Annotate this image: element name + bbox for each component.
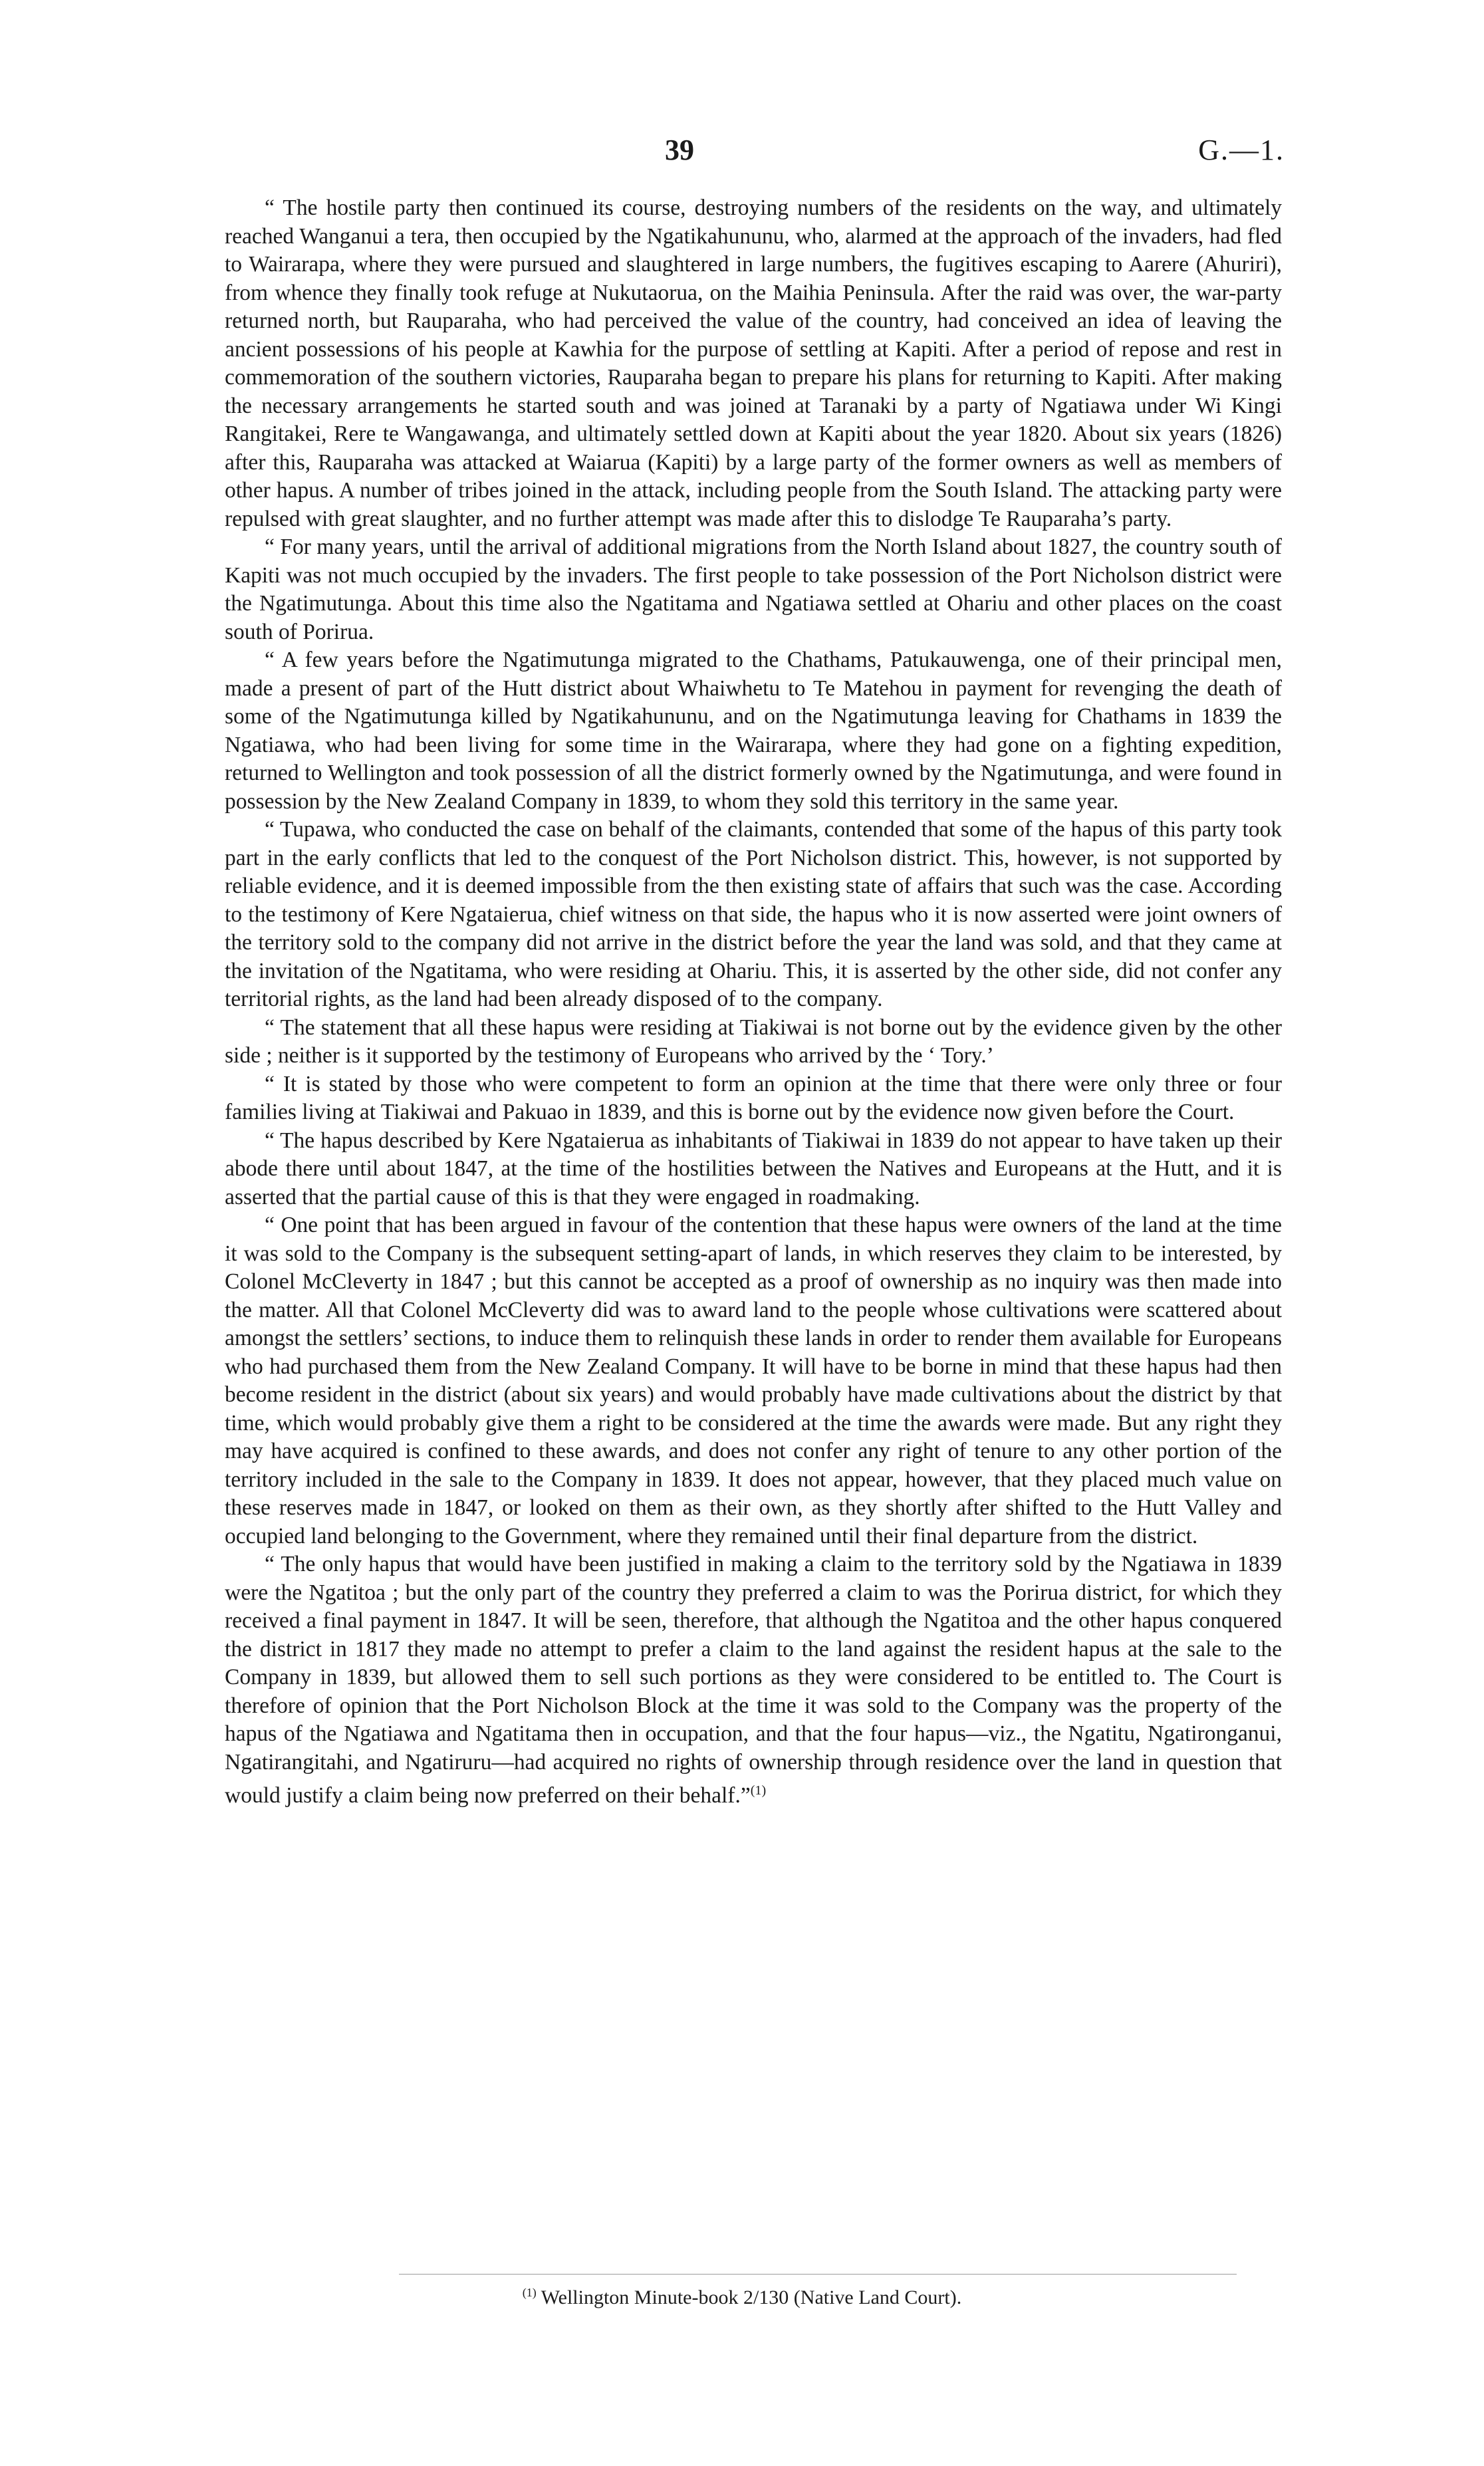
- footnote-divider: [399, 2274, 1237, 2275]
- paragraph-9: [225, 1550, 1282, 1810]
- paragraph-9-text: “ The only hapus that would have been justified in making a claim to the territory sold by the Ngatiawa in 1839 were the Ngatitoa ; but the only part of the country they preferred a claim to was the Porirua district, for which they received a final payment in 1847. It will be seen, therefore, that although the Ngatitoa and the other hapus conquered the district in 1817 they made no attempt to prefer a claim to the land against the resident hapus at the sale to the Company in 1839, but allowed them to sell such portions as they were considered to be entitled to. The Court is therefore of opinion that the Port Nicholson Block at the time it was sold to the Company was the property of the hapus of the Ngatiawa and Ngatitama then in occupation, and that the four hapus—viz., the Ngatitu, Ngatironganui, Ngatirangitahi, and Ngatiruru—had acquired no rights of ownership through residence over the land in question that would justify a claim being now preferred on their behalf.”: [225, 1552, 1282, 1808]
- footnote-marker: (1): [522, 2286, 537, 2299]
- paragraph-3: “ A few years before the Ngatimutunga migrated to the Chathams, Patukauwenga, one of their principal men, made a present of part of the Hutt district about Whaiwhetu to Te Matehou in payment for revenging the death of some of the Ngatimutunga killed by Ngatikahununu, and on the Ngatimutunga leaving for Chathams in 1839 the Ngatiawa, who had been living for some time in the Wairarapa, where they had gone on a fighting expedition, returned to Wellington and took possession of all the district formerly owned by the Ngatimutunga, and were found in possession by the New Zealand Company in 1839, to whom they sold this territory in the same year.: [225, 648, 1282, 814]
- footnote-reference: (1): [750, 1783, 767, 1798]
- page-header: [0, 133, 1484, 173]
- paragraph-8: “ One point that has been argued in favour of the contention that these hapus were owners of the land at the time it was sold to the Company is the subsequent setting-apart of lands, in which reserves they claim to be interested, by Colonel McCleverty in 1847 ; but this cannot be accepted as a proof of ownership as no inquiry was then made into the matter. All that Colonel McCleverty did was to award land to the people whose cultivations were scattered about amongst the settlers’ sections, to induce them to relinquish these lands in order to render them available for Europeans who had purchased them from the New Zealand Company. It will have to be borne in mind that these hapus had then become resident in the district (about six years) and would probably have made cultivations about the district by that time, which would probably give them a right to be considered at the time the awards were made. But any right they may have acquired is confined to these awards, and does not confer any right of tenure to any other portion of the territory included in the sale to the Company in 1839. It does not appear, however, that they placed much value on these reserves made in 1847, or looked on them as their own, as they shortly after shifted to the Hutt Valley and occupied land belonging to the Government, where they remained until their final departure from the district.: [225, 1213, 1282, 1548]
- paragraph-5: “ The statement that all these hapus were residing at Tiakiwai is not borne out by the evidence given by the other side ; neither is it supported by the testimony of Europeans who arrived by the ‘ Tory.’: [225, 1015, 1282, 1068]
- paragraph-4: “ Tupawa, who conducted the case on behalf of the claimants, contended that some of the hapus of this party took part in the early conflicts that led to the conquest of the Port Nicholson district. This, however, is not supported by reliable evidence, and it is deemed impossible from the then existing state of affairs that such was the case. According to the testimony of Kere Ngataierua, chief witness on that side, the hapus who it is now asserted were joint owners of the territory sold to the company did not arrive in the district before the year the land was sold, and that they came at the invitation of the Ngatitama, who were residing at Ohariu. This, it is asserted by the other side, did not confer any territorial rights, as the land had been already disposed of to the company.: [225, 817, 1282, 1011]
- sheet-identifier: G.—1.: [1198, 134, 1285, 166]
- paragraph-1: “ The hostile party then continued its course, destroying numbers of the residents on the way, and ultimately reached Wanganui a tera, then occupied by the Ngatikahununu, who, alarmed at the approach of the invaders, had fled to Wairarapa, where they were pursued and slaughtered in large numbers, the fugitives escaping to Aarere (Ahuriri), from whence they finally took refuge at Nukutaorua, on the Maihia Peninsula. After the raid was over, the war-party returned north, but Rauparaha, who had perceived the value of the country, had conceived an idea of leaving the ancient possessions of his people at Kawhia for the purpose of settling at Kapiti. After a period of repose and rest in commemoration of the southern victories, Rauparaha began to prepare his plans for returning to Kapiti. After making the necessary arrangements he started south and was joined at Taranaki by a party of Ngatiawa under Wi Kingi Rangitakei, Rere te Wangawanga, and ultimately settled down at Kapiti about the year 1820. About six years (1826) after this, Rauparaha was attacked at Waiarua (Kapiti) by a large party of the former owners as well as members of other hapus. A number of tribes joined in the attack, including people from the South Island. The attacking party were repulsed with great slaughter, and no further attempt was made after this to dislodge Te Rauparaha’s party.: [225, 195, 1282, 531]
- paragraph-2: “ For many years, until the arrival of additional migrations from the North Island about 1827, the country south of Kapiti was not much occupied by the invaders. The first people to take possession of the Port Nicholson district were the Ngatimutunga. About this time also the Ngatitama and Ngatiawa settled at Ohariu and other places on the coast south of Porirua.: [225, 535, 1282, 644]
- paragraph-7: “ The hapus described by Kere Ngataierua as inhabitants of Tiakiwai in 1839 do not appear to have taken up their abode there until about 1847, at the time of the hostilities between the Natives and Europeans at the Hutt, and it is asserted that the partial cause of this is that they were engaged in roadmaking.: [225, 1128, 1282, 1209]
- footnote-text: Wellington Minute-book 2/130 (Native Land Court).: [541, 2286, 962, 2308]
- paragraph-6: “ It is stated by those who were competent to form an opinion at the time that there were only three or four families living at Tiakiwai and Pakuao in 1839, and this is borne out by the evidence now given before the Court.: [225, 1071, 1282, 1124]
- body-text: [225, 194, 1282, 1810]
- page-number: 39: [665, 134, 694, 166]
- footnote: [0, 2286, 1484, 2309]
